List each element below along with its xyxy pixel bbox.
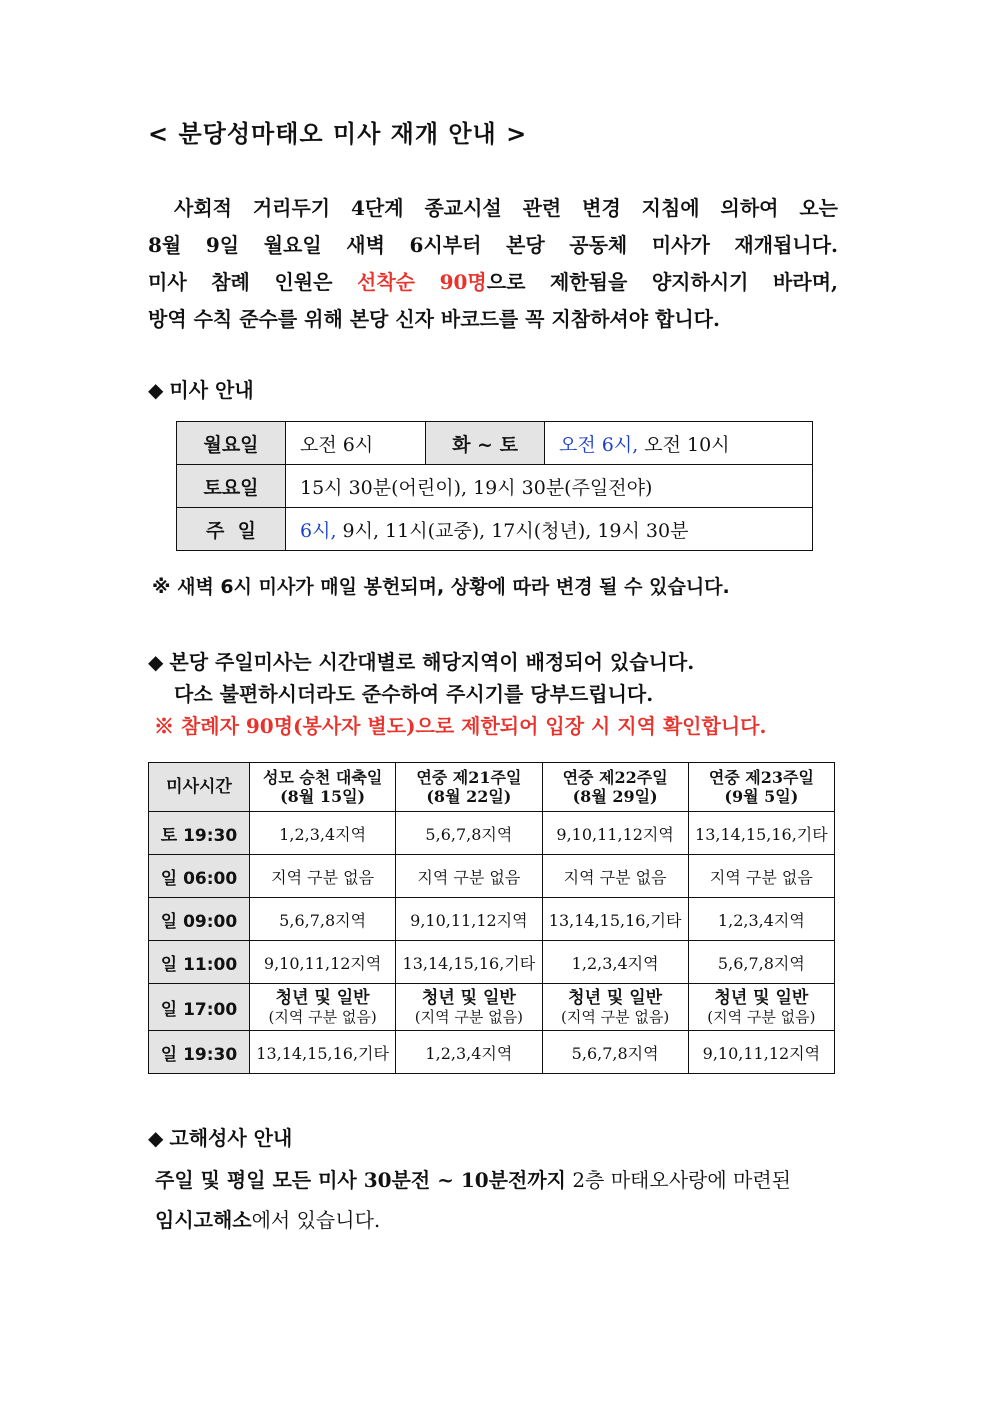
header-col-4	[688, 763, 834, 812]
confession-heading	[148, 1122, 292, 1151]
header-col-2-date: (8월 22일)	[426, 787, 512, 806]
sunday-label: 주 일	[177, 508, 286, 551]
mass-info-heading-text: 미사 안내	[169, 378, 254, 402]
table-cell: 5,6,7,8지역	[542, 1031, 688, 1074]
table-cell: 5,6,7,8지역	[250, 898, 396, 941]
mass-times-table	[176, 421, 813, 551]
sunday-mass-line-1-text: 본당 주일미사는 시간대별로 해당지역이 배정되어 있습니다.	[169, 650, 695, 674]
confession-line-1	[155, 1160, 791, 1200]
table-cell: 1,2,3,4지역	[688, 898, 834, 941]
monday-label: 월요일	[177, 422, 286, 465]
sunday-time	[286, 508, 813, 551]
table-cell: 9,10,11,12지역	[688, 1031, 834, 1074]
table-cell	[250, 984, 396, 1031]
diamond-icon: ◆	[148, 650, 164, 674]
daily-mass-note: ※ 새벽 6시 미사가 매일 봉헌되며, 상황에 따라 변경 될 수 있습니다.	[152, 576, 730, 598]
youth-sublabel: (지역 구분 없음)	[707, 1008, 816, 1026]
table-cell: 지역 구분 없음	[688, 855, 834, 898]
table-row	[149, 941, 835, 984]
youth-sublabel: (지역 구분 없음)	[268, 1008, 377, 1026]
row-time: 일 09:00	[149, 898, 250, 941]
table-cell: 9,10,11,12지역	[250, 941, 396, 984]
header-col-1-name: 성모 승천 대축일	[262, 768, 383, 787]
table-cell: 5,6,7,8지역	[688, 941, 834, 984]
intro-line-3	[148, 264, 838, 301]
table-cell: 1,2,3,4지역	[396, 1031, 542, 1074]
intro-paragraph	[148, 190, 838, 338]
page-title: < 분당성마태오 미사 재개 안내 >	[148, 120, 528, 148]
header-col-3-name: 연중 제22주일	[562, 768, 668, 787]
intro-line-2: 8월 9일 월요일 새벽 6시부터 본당 공동체 미사가 재개됩니다.	[148, 233, 838, 257]
tue-sat-time-rest: 오전 10시	[638, 433, 730, 456]
header-col-2	[396, 763, 542, 812]
confession-line-2	[155, 1200, 791, 1240]
youth-sublabel: (지역 구분 없음)	[414, 1008, 523, 1026]
row-time: 일 17:00	[149, 984, 250, 1031]
table-cell: 지역 구분 없음	[542, 855, 688, 898]
diamond-icon: ◆	[148, 378, 164, 402]
header-col-1-date: (8월 15일)	[280, 787, 366, 806]
sunday-time-rest: 9시, 11시(교중), 17시(청년), 19시 30분	[336, 519, 689, 542]
table-cell: 1,2,3,4지역	[250, 812, 396, 855]
header-col-4-date: (9월 5일)	[724, 787, 799, 806]
youth-label: 청년 및 일반	[275, 988, 370, 1008]
confession-body	[155, 1160, 791, 1240]
mass-info-heading	[148, 374, 254, 403]
tue-sat-time	[545, 422, 813, 465]
header-col-3	[542, 763, 688, 812]
sunday-mass-section	[148, 646, 766, 742]
header-col-1	[250, 763, 396, 812]
table-cell	[688, 984, 834, 1031]
row-time: 일 11:00	[149, 941, 250, 984]
table-row	[149, 855, 835, 898]
confession-line-2-bold: 임시고해소	[155, 1208, 252, 1232]
table-cell: 13,14,15,16,기타	[396, 941, 542, 984]
table-cell: 9,10,11,12지역	[542, 812, 688, 855]
intro-line-4: 방역 수칙 준수를 위해 본당 신자 바코드를 꼭 지참하셔야 합니다.	[148, 307, 720, 331]
capacity-warning: ※ 참례자 90명(봉사자 별도)으로 제한되어 입장 시 지역 확인합니다.	[154, 714, 767, 738]
table-cell: 지역 구분 없음	[250, 855, 396, 898]
table-cell: 13,14,15,16,기타	[688, 812, 834, 855]
table-row	[177, 508, 813, 551]
table-row	[149, 812, 835, 855]
table-row	[177, 465, 813, 508]
youth-label: 청년 및 일반	[714, 988, 809, 1008]
table-cell: 5,6,7,8지역	[396, 812, 542, 855]
youth-sublabel: (지역 구분 없음)	[561, 1008, 670, 1026]
table-cell	[396, 984, 542, 1031]
intro-line-3-post: 으로 제한됨을 양지하시기 바라며,	[486, 270, 838, 294]
tue-sat-time-early: 오전 6시,	[559, 433, 639, 456]
table-header-row	[149, 763, 835, 812]
intro-line-1: 사회적 거리두기 4단계 종교시설 관련 변경 지침에 의하여 오는	[174, 196, 838, 220]
table-cell: 13,14,15,16,기타	[250, 1031, 396, 1074]
row-time: 토 19:30	[149, 812, 250, 855]
table-row	[149, 984, 835, 1031]
table-row	[177, 422, 813, 465]
saturday-label: 토요일	[177, 465, 286, 508]
sunday-mass-line-1	[148, 646, 766, 678]
table-cell: 9,10,11,12지역	[396, 898, 542, 941]
header-col-3-date: (8월 29일)	[572, 787, 658, 806]
table-cell: 13,14,15,16,기타	[542, 898, 688, 941]
tue-sat-label: 화 ~ 토	[426, 422, 545, 465]
confession-line-2-rest: 에서 있습니다.	[251, 1208, 381, 1232]
table-row	[149, 1031, 835, 1074]
sunday-schedule-table	[148, 762, 835, 1074]
capacity-highlight: 선착순 90명	[357, 270, 487, 294]
table-row	[149, 898, 835, 941]
confession-heading-text: 고해성사 안내	[169, 1126, 293, 1150]
table-cell	[542, 984, 688, 1031]
sunday-time-early: 6시,	[300, 519, 337, 542]
sunday-mass-line-2: 다소 불편하시더라도 준수하여 주시기를 당부드립니다.	[174, 682, 654, 706]
youth-label: 청년 및 일반	[568, 988, 663, 1008]
confession-line-1-bold: 주일 및 평일 모든 미사 30분전 ~ 10분전까지	[155, 1168, 566, 1192]
saturday-time: 15시 30분(어린이), 19시 30분(주일전야)	[286, 465, 813, 508]
header-col-2-name: 연중 제21주일	[416, 768, 522, 787]
diamond-icon: ◆	[148, 1126, 164, 1150]
intro-line-3-pre: 미사 참례 인원은	[148, 270, 358, 294]
confession-line-1-rest: 2층 마태오사랑에 마련된	[565, 1168, 791, 1192]
table-cell: 지역 구분 없음	[396, 855, 542, 898]
row-time: 일 06:00	[149, 855, 250, 898]
monday-time: 오전 6시	[286, 422, 426, 465]
table-cell: 1,2,3,4지역	[542, 941, 688, 984]
header-mass-time: 미사시간	[149, 763, 250, 812]
header-col-4-name: 연중 제23주일	[708, 768, 814, 787]
row-time: 일 19:30	[149, 1031, 250, 1074]
youth-label: 청년 및 일반	[421, 988, 516, 1008]
